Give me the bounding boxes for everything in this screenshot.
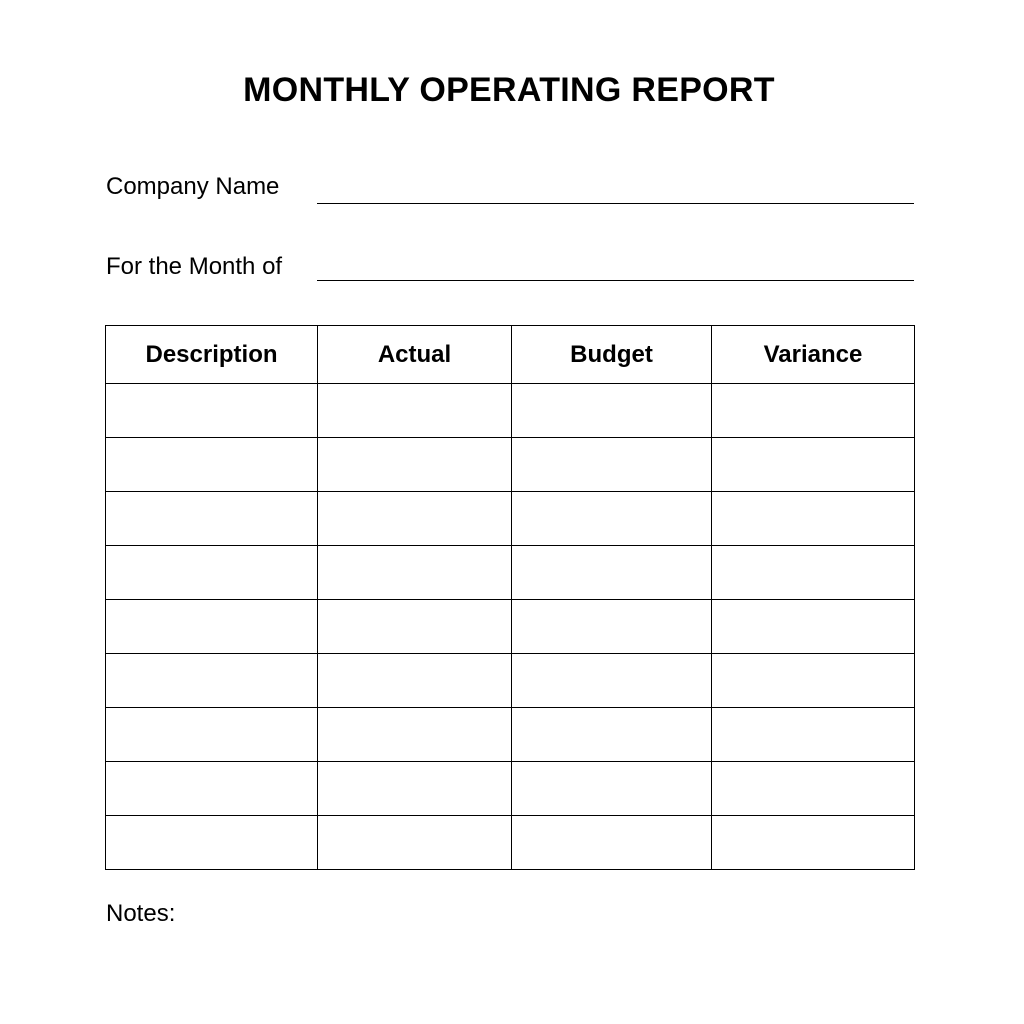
table-row: [106, 708, 915, 762]
table-cell-actual[interactable]: [318, 492, 512, 546]
page-title: MONTHLY OPERATING REPORT: [243, 71, 775, 109]
table-cell-actual[interactable]: [318, 708, 512, 762]
column-header-variance: Variance: [712, 326, 915, 384]
table-header-row: [106, 326, 915, 384]
table-cell-budget[interactable]: [512, 546, 712, 600]
table-row: [106, 654, 915, 708]
table-cell-variance[interactable]: [712, 708, 915, 762]
table-cell-actual[interactable]: [318, 762, 512, 816]
table-cell-variance[interactable]: [712, 546, 915, 600]
table-cell-actual[interactable]: [318, 384, 512, 438]
table-cell-budget[interactable]: [512, 384, 712, 438]
column-header-description: Description: [106, 326, 318, 384]
table-cell-description[interactable]: [106, 600, 318, 654]
month-field[interactable]: [317, 280, 914, 281]
table-cell-description[interactable]: [106, 762, 318, 816]
table-cell-variance[interactable]: [712, 654, 915, 708]
company-name-field[interactable]: [317, 203, 914, 204]
column-header-actual: Actual: [318, 326, 512, 384]
table-cell-actual[interactable]: [318, 438, 512, 492]
table-cell-variance[interactable]: [712, 816, 915, 870]
notes-field[interactable]: [106, 935, 914, 995]
table-cell-variance[interactable]: [712, 384, 915, 438]
table-cell-budget[interactable]: [512, 600, 712, 654]
table-cell-actual[interactable]: [318, 816, 512, 870]
table-cell-actual[interactable]: [318, 546, 512, 600]
table-cell-budget[interactable]: [512, 492, 712, 546]
table-cell-variance[interactable]: [712, 438, 915, 492]
notes-label: Notes:: [106, 900, 176, 927]
operating-report-table: [105, 325, 915, 870]
table-cell-budget[interactable]: [512, 654, 712, 708]
month-label: For the Month of: [106, 253, 283, 280]
table-row: [106, 384, 915, 438]
table-cell-description[interactable]: [106, 492, 318, 546]
table-cell-variance[interactable]: [712, 762, 915, 816]
table-cell-variance[interactable]: [712, 492, 915, 546]
table-cell-actual[interactable]: [318, 654, 512, 708]
table-cell-budget[interactable]: [512, 762, 712, 816]
table-cell-budget[interactable]: [512, 438, 712, 492]
table-row: [106, 762, 915, 816]
column-header-budget: Budget: [512, 326, 712, 384]
table-cell-description[interactable]: [106, 816, 318, 870]
table-row: [106, 438, 915, 492]
table-cell-variance[interactable]: [712, 600, 915, 654]
table-row: [106, 492, 915, 546]
table-cell-actual[interactable]: [318, 600, 512, 654]
table-cell-description[interactable]: [106, 438, 318, 492]
table-cell-budget[interactable]: [512, 816, 712, 870]
table-row: [106, 546, 915, 600]
table-cell-budget[interactable]: [512, 708, 712, 762]
table-row: [106, 600, 915, 654]
table-cell-description[interactable]: [106, 384, 318, 438]
company-name-label: Company Name: [106, 173, 280, 200]
table-cell-description[interactable]: [106, 708, 318, 762]
table-cell-description[interactable]: [106, 654, 318, 708]
table-row: [106, 816, 915, 870]
table-cell-description[interactable]: [106, 546, 318, 600]
